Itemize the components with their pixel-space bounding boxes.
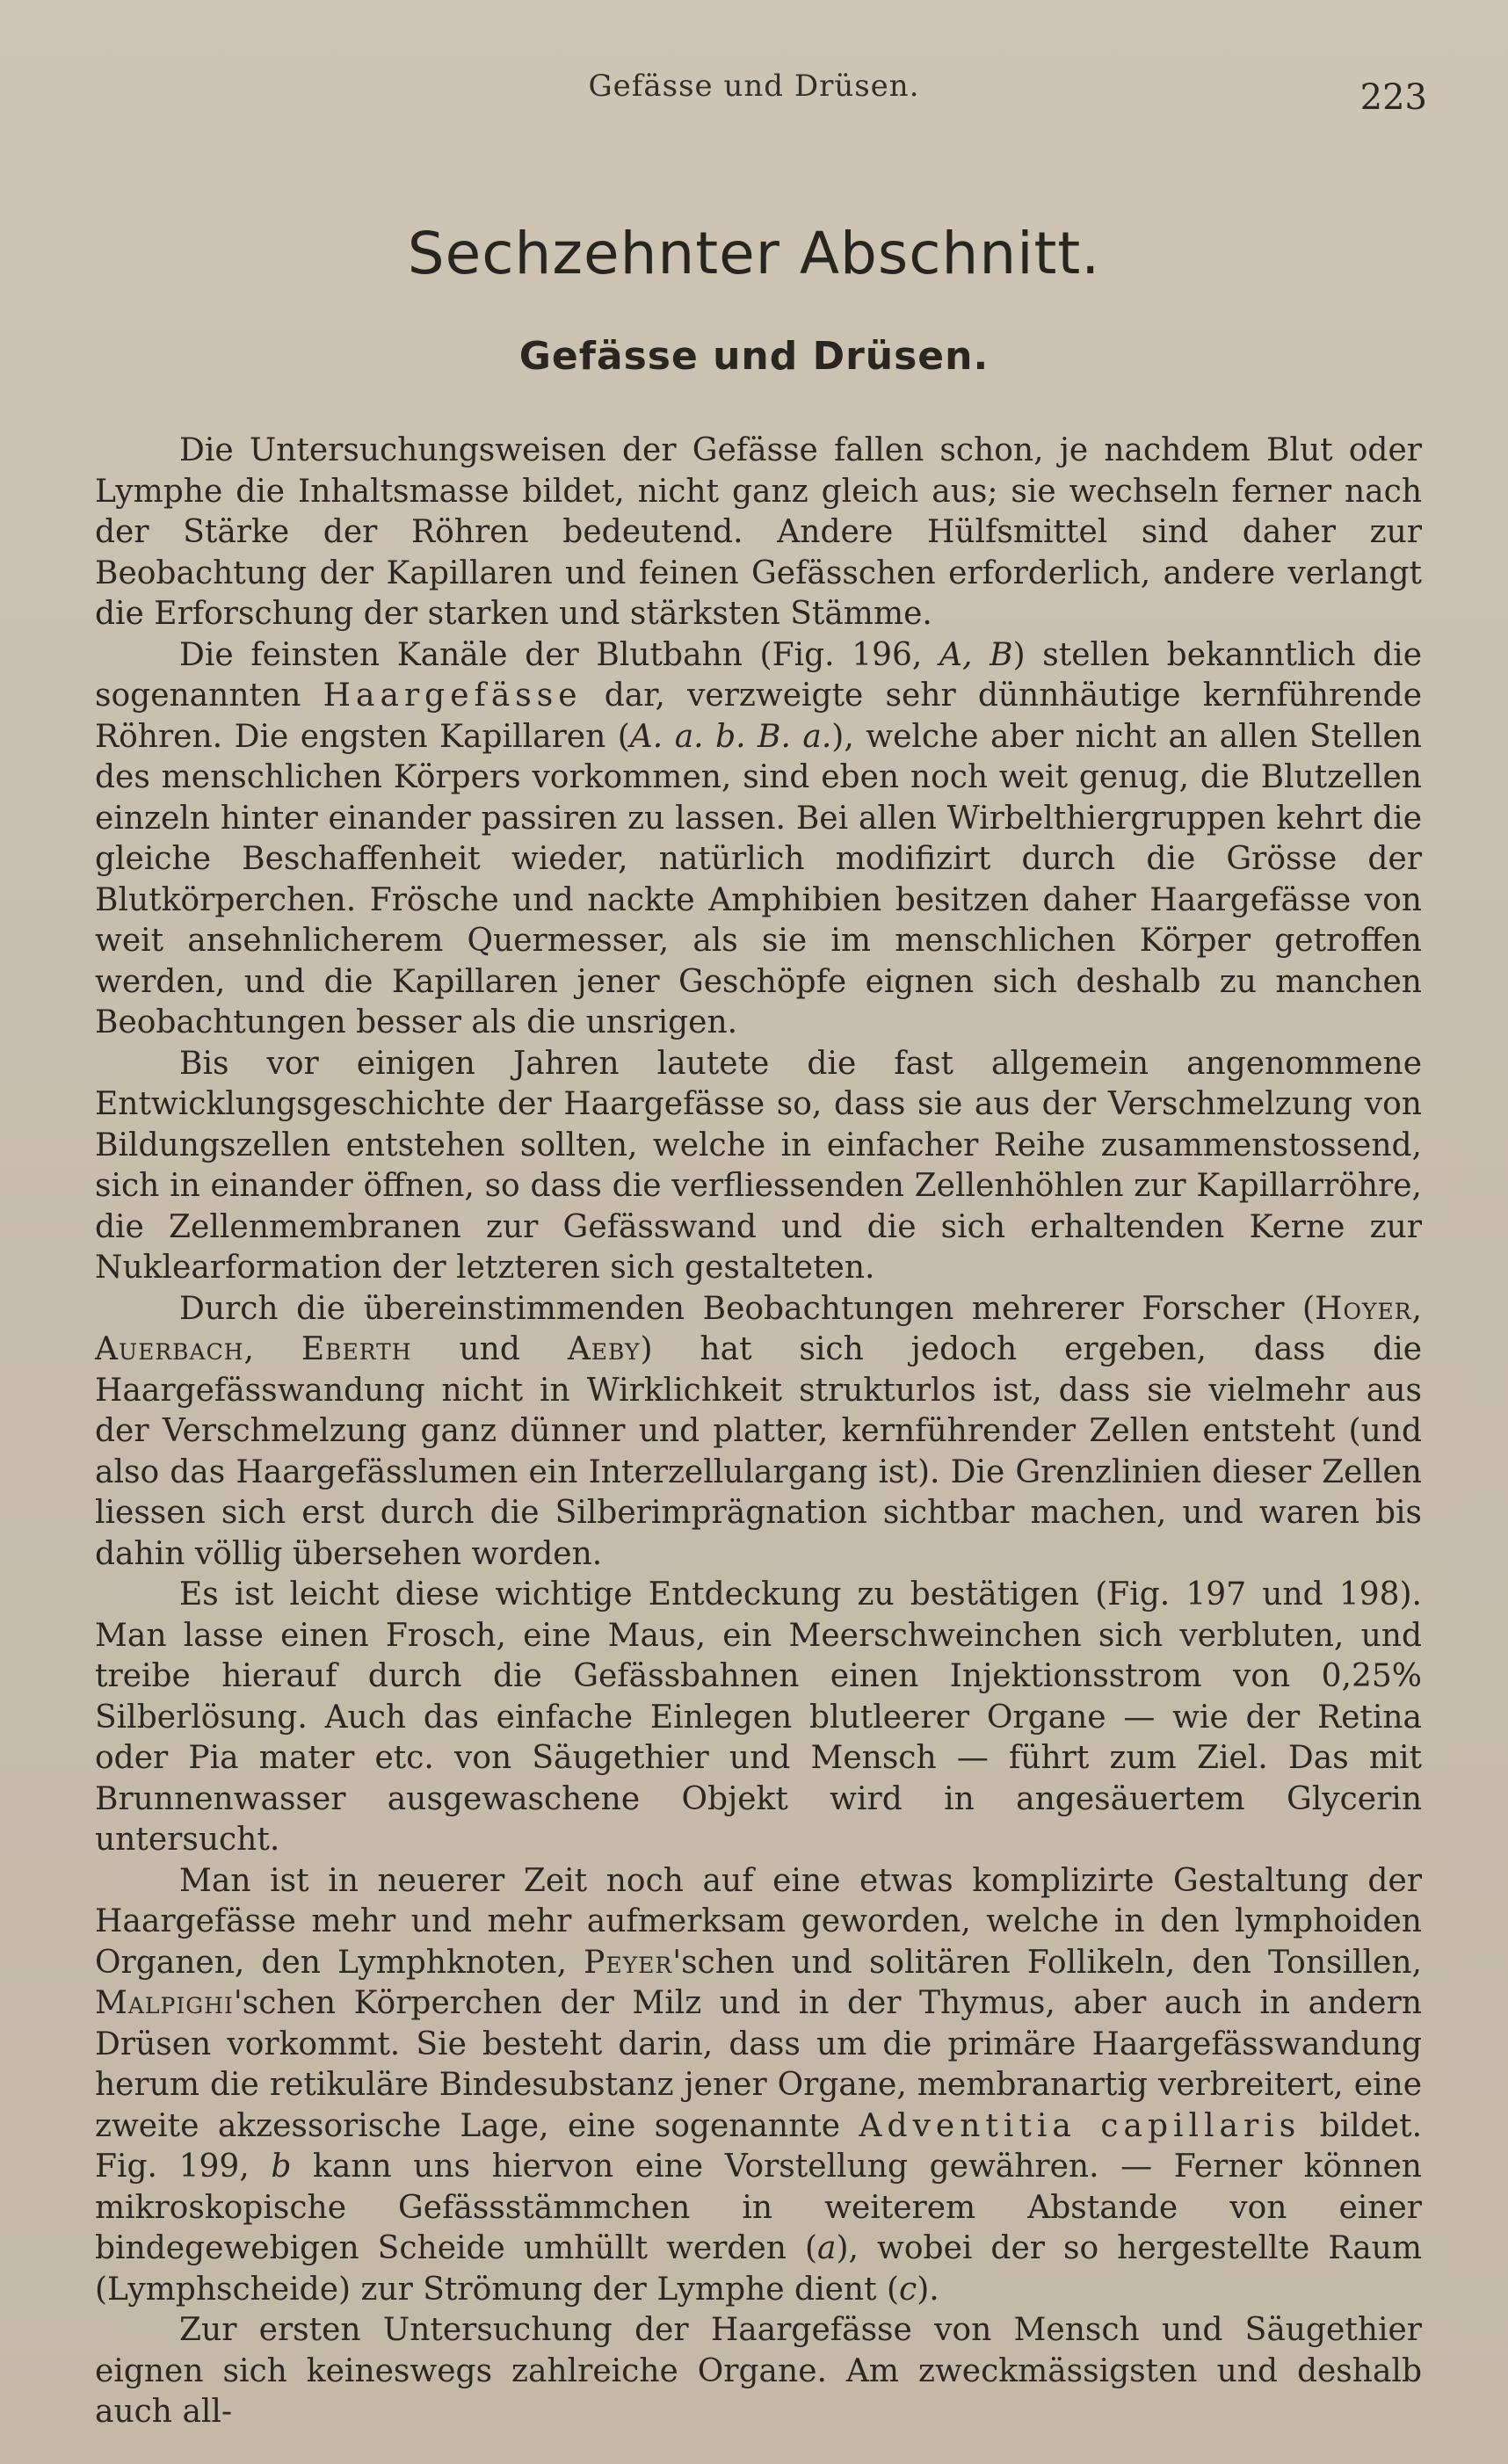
- author-name: Hoyer: [1315, 1290, 1412, 1327]
- text-run: und: [411, 1331, 568, 1367]
- running-head: Gefässe und Drüsen.: [588, 69, 920, 104]
- paragraph-2: [95, 635, 1422, 1044]
- body-text: [95, 431, 1422, 2433]
- author-name: Eberth: [301, 1331, 412, 1367]
- text-run: ), wobei der so hergestellte Raum (Lymphscheide) zur Strömung der Lymphe dient (: [95, 2230, 1423, 2308]
- author-name: Aeby: [567, 1331, 641, 1367]
- author-name: Malpighi: [95, 1985, 234, 2021]
- figure-reference: A, B: [939, 636, 1013, 673]
- text-run: 'schen Körperchen der Milz und in der Thymus, aber auch in andern Drüsen vorkommt. Sie besteht darin, dass um die primäre Haargefässwandung herum die retikuläre Bindesubstanz jener Organe, membranartig verbreitert, eine zweite akzessorische Lage, eine sogenannte: [95, 1985, 1422, 2144]
- author-name: Auerbach: [95, 1331, 244, 1367]
- text-run: ), welche aber nicht an allen Stellen des menschlichen Körpers vorkommen, sind eben noch weit genug, die Blutzellen einzeln hinter einander passiren zu lassen. Bei allen Wirbelthiergruppen kehrt die gleiche Beschaffenheit wieder, natürlich modifizirt durch die Grösse der Blutkörperchen. Frösche und nackte Amphibien besitzen daher Haargefässe von weit ansehnlicherem Quermesser, als sie im menschlichen Körper getroffen werden, und die Kapillaren jener Geschöpfe eignen sich deshalb zu manchen Beobachtungen besser als die unsrigen.: [95, 718, 1422, 1040]
- text-run: ).: [917, 2271, 939, 2308]
- text-run: dar, verzweigte sehr dünnhäutige kernführende Röhren. Die engsten Kapillaren (: [95, 678, 1423, 755]
- chapter-title: Sechzehnter Abschnitt.: [407, 220, 1101, 287]
- author-name: Peyer: [584, 1944, 673, 1981]
- text-run: bildet. Fig. 199,: [95, 2107, 1423, 2185]
- paragraph-6: [95, 1861, 1422, 2311]
- text-run: Durch die übereinstimmenden Beobachtungen mehrerer Forscher (: [179, 1290, 1316, 1327]
- text-run: Man ist in neuerer Zeit noch auf eine etwas komplizirte Gestaltung der Haargefässe mehr und mehr aufmerksam geworden, welche in den lymphoiden Organen, den Lymphknoten,: [95, 1862, 1422, 1981]
- spaced-term: Haargefässe: [323, 678, 583, 714]
- paragraph-4: [95, 1289, 1422, 1576]
- text-run: kann uns hiervon eine Vorstellung gewähren. — Ferner können mikroskopische Gefässstämmchen in weiterem Abstande von einer bindegewebigen Scheide umhüllt werden (: [95, 2149, 1422, 2266]
- text-run: Die feinsten Kanäle der Blutbahn (Fig. 196,: [179, 636, 940, 673]
- figure-reference: b: [271, 2149, 292, 2185]
- spaced-term: Adventitia capillaris: [859, 2107, 1301, 2144]
- text-run: 'schen und solitären Follikeln, den Tonsillen,: [672, 1944, 1422, 1981]
- page-number: 223: [1359, 77, 1427, 118]
- text-run: ) stellen bekanntlich die sogenannten: [95, 636, 1423, 714]
- text-run: ) hat sich jedoch ergeben, dass die Haargefässwandung nicht in Wirklichkeit strukturlos ist, dass sie vielmehr aus der Verschmelzung ganz dünner und platter, kernführender Zellen entsteht (und also das Haargefässlumen ein Interzellulargang ist). Die Grenzlinien dieser Zellen liessen sich erst durch die Silberimprägnation sichtbar machen, und waren bis dahin völlig übersehen worden.: [95, 1331, 1423, 1572]
- paragraph-7: Zur ersten Untersuchung der Haargefässe von Mensch und Säugethier eignen sich keineswegs zahlreiche Organe. Am zweckmässigsten und deshalb auch all-: [95, 2312, 1422, 2430]
- text-run: ,: [243, 1331, 301, 1367]
- paragraph-3: Bis vor einigen Jahren lautete die fast allgemein angenommene Entwicklungsgeschichte der Haargefässe so, dass sie aus der Verschmelzung von Bildungszellen entstehen sollten, welche in einfacher Reihe zusammenstossend, sich in einander öffnen, so dass die verfliessenden Zellenhöhlen zur Kapillarröhre, die Zellenmembranen zur Gefässwand und die sich erhaltenden Kerne zur Nuklearformation der letzteren sich gestalteten.: [95, 1045, 1422, 1286]
- figure-reference: c: [899, 2271, 917, 2308]
- figure-reference: A. a. b. B. a.: [629, 718, 832, 755]
- section-title: Gefässe und Drüsen.: [518, 334, 990, 379]
- paragraph-1: Die Untersuchungsweisen der Gefässe fallen schon, je nachdem Blut oder Lymphe die Inhaltsmasse bildet, nicht ganz gleich aus; sie wechseln ferner nach der Stärke der Röhren bedeutend. Andere Hülfsmittel sind daher zur Beobachtung der Kapillaren und feinen Gefässchen erforderlich, andere verlangt die Erforschung der starken und stärksten Stämme.: [95, 432, 1422, 632]
- paragraph-5: Es ist leicht diese wichtige Entdeckung zu bestätigen (Fig. 197 und 198). Man lasse einen Frosch, eine Maus, ein Meerschweinchen sich verbluten, und treibe hierauf durch die Gefässbahnen einen Injektionsstrom von 0,25% Silberlösung. Auch das einfache Einlegen blutleerer Organe — wie der Retina oder Pia mater etc. von Säugethier und Mensch — führt zum Ziel. Das mit Brunnenwasser ausgewaschene Objekt wird in angesäuertem Glycerin untersucht.: [95, 1576, 1422, 1858]
- figure-reference: a: [817, 2230, 837, 2266]
- text-run: ,: [1411, 1290, 1422, 1327]
